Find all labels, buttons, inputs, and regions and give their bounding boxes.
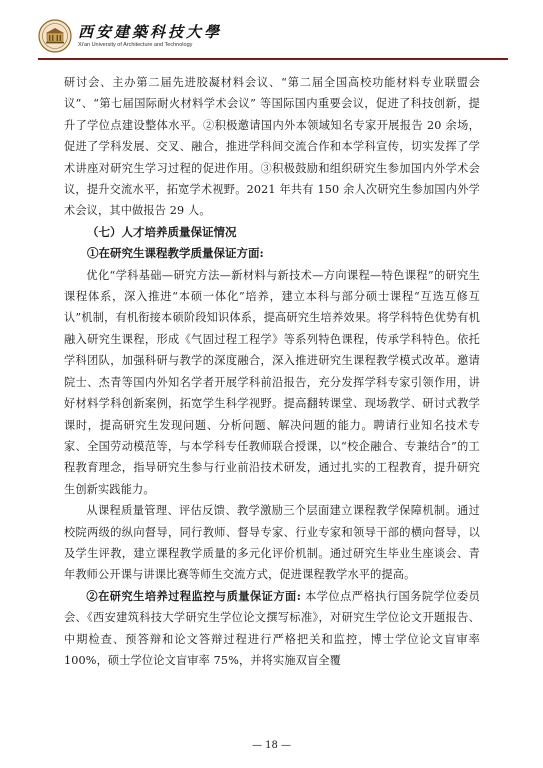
university-name-cn: 西安建築科技大學 — [78, 22, 223, 41]
subsection-heading-course-quality: ①在研究生课程教学质量保证方面: — [87, 246, 264, 261]
paragraph-training-monitoring — [64, 586, 480, 672]
page-header — [38, 14, 508, 60]
section-heading: （七）人才培养质量保证情况 — [87, 224, 237, 239]
university-name-en: Xi'an University of Architecture and Technology — [78, 42, 193, 49]
page-number: — 18 — — [251, 740, 292, 751]
paragraph-academic-exchange: 研讨会、主办第二届先进胶凝材料会议、“第二届全国高校功能材料专业联盟会议”、“第七届国际耐火材料学术会议” 等国际国内重要会议，促进了科技创新，提升了学位点建设整体水平。②积极邀请国内外本领域知名专家开展报告 20 余场，促进了学科发展、交叉、融合，推进学科间交流合作和本学科宣传，切实发挥了学术讲座对研究生学习过程的促进作用。③积极鼓励和组织研究生参加国内外学术会议，提升交流水平，拓宽学术视野。2021 年共有 150 余人次研究生参加国内外学术会议，其中做报告 29 人。 — [64, 76, 480, 218]
paragraph-course-system: 优化“学科基础—研究方法—新材料与新技术—方向课程—特色课程”的研究生课程体系，深入推进“本硕一体化”培养，建立本科与部分硕士课程“互选互修互认”机制，有机衔接本硕阶段知识体系，提高研究生培养效果。将学科特色优势有机融入研究生课程，形成《气固过程工程学》等系列特色课程，传承学科特色。依托学科团队，加强科研与教学的深度融合，深入推进研究生课程教学模式改革。邀请院士、杰青等国内外知名学者开展学科前沿报告，充分发挥学科专家引领作用，讲好材料学科创新案例，拓宽学生科学视野。提高翻转课堂、现场教学、研讨式教学课时，提高研究生发现问题、分析问题、解决问题的能力。聘请行业知名技术专家、全国劳动模范等，与本学科专任教师联合授课，以“校企融合、专兼结合”的工程教育理念，指导研究生参与行业前沿技术研发，通过扎实的工程教育，提升研究生创新实践能力。 — [64, 268, 480, 496]
subsection-heading-training-process: ②在研究生培养过程监控与质量保证方面: — [86, 588, 302, 603]
university-logo-icon — [38, 19, 72, 53]
paragraph-course-guarantee: 从课程质量管理、评估反馈、教学激励三个层面建立课程教学保障机制。通过校院两级的纵向督导，同行教师、督导专家、行业专家和领导干部的横向督导，以及学生评教，建立课程教学质量的多元化评价机制。通过研究生毕业生座谈会、青年教师公开课与讲课比赛等师生交流方式，促进课程教学水平的提高。 — [64, 504, 480, 582]
training-monitoring-text: 本学位点严格执行国务院学位委员会、《西安建筑科技大学研究生学位论文撰写标准》，对研究生学位论文开题报告、中期检查、预答辩和论文答辩过程进行严格把关和监控，博士学位论文盲审率 100%，硕士学位论文盲审率 75%，并将实施双盲全覆 — [64, 589, 480, 667]
page-content — [64, 72, 480, 671]
